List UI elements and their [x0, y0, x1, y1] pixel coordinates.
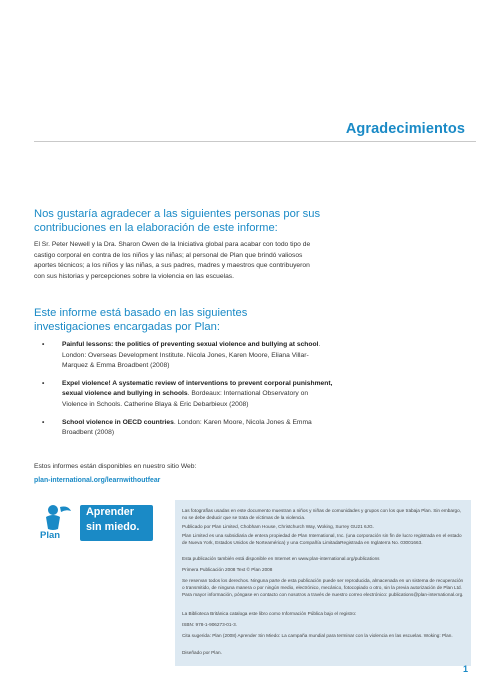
reference-detail: . Bordeaux: International Observatory on Violence in Schools. Catherine Blaya & Eric Debarbieux (2008): [62, 390, 309, 408]
reference-title: Painful lessons: the politics of preventing sexual violence and bullying at school: [62, 341, 319, 348]
page-number: 1: [463, 664, 469, 674]
credits-text: Cita sugerida: Plan (2008) Aprender Sin Miedo: La campaña mundial para terminar con la violencia en las escuelas. Woking: Plan.: [182, 633, 453, 638]
credits-text: Se reservan todos los derechos. Ninguna parte de esta publicación puede ser reproducida, almacenada en un sistema de recuperación o transmitido, de ninguna manera o por ningún medio, electrónico, mecánico, fotocopiado o otro, sin la previa autorización de Plan Ltd. Para mayor información, póngase en contacto con nosotros a través de nuestro correo electrónico: publications@plan-international.org.: [182, 578, 464, 597]
reference-title: Expel violence! A systematic review of interventions to prevent corporal punishment, sexual violence and bullying in schools: [62, 379, 333, 398]
research-list: [34, 340, 334, 446]
list-item: [34, 340, 334, 372]
header-rule: [34, 141, 476, 142]
credits-text: ISBN: 978-1-906273-01-3.: [182, 622, 237, 627]
plan-wordmark: Plan: [40, 530, 61, 541]
credits-text: Primera Publicación 2008 Text © Plan 2008: [182, 567, 273, 572]
section-title: Agradecimientos: [345, 121, 465, 137]
plan-logo-icon: [42, 503, 74, 531]
website-link[interactable]: plan-international.org/learnwithoutfear: [34, 477, 161, 484]
list-item: [34, 418, 334, 439]
intro-text: El Sr. Peter Newell y la Dra. Sharon Owen de la Iniciativa global para acabar con todo tipo de castigo corporal en contra de los niños y las niñas; al personal de Plan que brindó valiosos aportes técnicos; a los niños y las niñas, a sus padres, madres y maestros que contribuyeron con sus historias y percepciones sobre la violencia en las escuelas.: [34, 241, 311, 280]
campaign-logo-line1: Aprender: [86, 506, 134, 518]
bullet: •: [42, 379, 45, 387]
credits-panel: [175, 500, 471, 666]
bullet: •: [42, 341, 45, 348]
credits-text: Publicado por Plan Limited, Chobham House, Christchurch Way, Woking, Surrey GU21 6JG.: [182, 524, 374, 529]
reference-title: School violence in OECD countries: [62, 418, 174, 426]
bullet: •: [42, 418, 45, 426]
reference-detail: . London: Overseas Development Institute. Nicola Jones, Karen Moore, Eliana Villar-Marquez & Emma Broadbent (2008): [62, 341, 321, 370]
credits-text: Plan Limited es una subsidiaria de entera propiedad de Plan International, Inc. (una corporación sin fin de lucro registrada en el estado de Nueva York, Estados Unidos de Norteamérica) y una Compañía LimitadaRegistrada en Inglaterra No. 03001663.: [182, 533, 462, 545]
list-item: [34, 379, 334, 411]
credits-text: Diseñado por Plan.: [182, 650, 222, 655]
credits-text: La Biblioteca Británica cataloga este libro como Información Pública bajo el registro:: [182, 611, 357, 616]
research-heading: Este informe está basado en las siguientes investigaciones encargadas por Plan:: [34, 307, 248, 333]
top-band: [0, 0, 487, 45]
campaign-logo-line2: sin miedo.: [86, 521, 140, 533]
credits-text: Las fotografías usadas en este documento muestran a niños y niñas de comunidades y grupos con los que trabaja Plan. Sin embargo, no se debe deducir que se trata de víctimas de la violencia.: [182, 508, 462, 520]
reference-detail: . London: Karen Moore, Nicola Jones & Emma Broadbent (2008): [62, 418, 312, 437]
intro-heading: Nos gustaría agradecer a las siguientes personas por sus contribuciones en la elaboración de este informe:: [34, 208, 321, 234]
credits-text: Esta publicación también está disponible en Internet en www.plan-international.org/publications: [182, 556, 380, 561]
availability-note: Estos informes están disponibles en nuestro sitio Web:: [34, 463, 197, 470]
